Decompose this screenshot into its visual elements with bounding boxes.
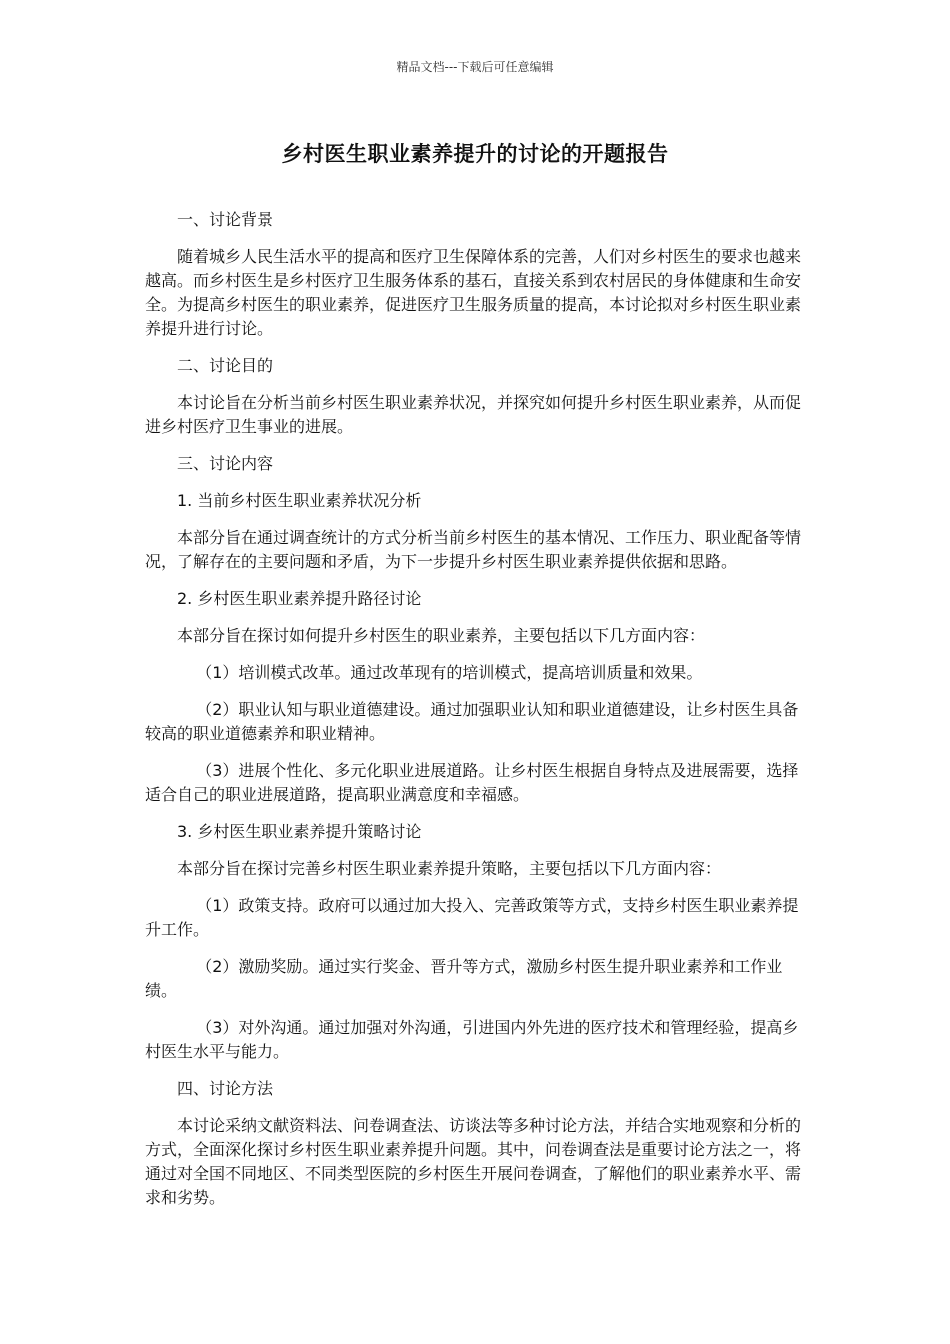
subheading-improvement-paths: 2. 乡村医生职业素养提升路径讨论 bbox=[177, 589, 422, 608]
list-item-career-paths: （3）进展个性化、多元化职业进展道路。让乡村医生根据自身特点及进展需要，选择适合自己的职业进展道路，提高职业满意度和幸福感。 bbox=[145, 761, 799, 804]
paragraph-methods: 本讨论采纳文献资料法、问卷调查法、访谈法等多种讨论方法，并结合实地观察和分析的方式，全面深化探讨乡村医生职业素养提升问题。其中，问卷调查法是重要讨论方法之一，将通过对全国不同地区、不同类型医院的乡村医生开展问卷调查，了解他们的职业素养水平、需求和劣势。 bbox=[145, 1116, 802, 1207]
paragraph-improvement-paths: 本部分旨在探讨如何提升乡村医生的职业素养，主要包括以下几方面内容： bbox=[177, 626, 706, 645]
list-item-incentives: （2）激励奖励。通过实行奖金、晋升等方式，激励乡村医生提升职业素养和工作业绩。 bbox=[145, 957, 783, 1000]
document-title: 乡村医生职业素养提升的讨论的开题报告 bbox=[281, 142, 669, 166]
paragraph-improvement-strategies: 本部分旨在探讨完善乡村医生职业素养提升策略，主要包括以下几方面内容： bbox=[177, 859, 722, 878]
header-note: 精品文档---下载后可任意编辑 bbox=[396, 60, 554, 74]
section-heading-methods: 四、讨论方法 bbox=[177, 1079, 274, 1098]
list-item-training-reform: （1）培训模式改革。通过改革现有的培训模式，提高培训质量和效果。 bbox=[196, 663, 703, 682]
subheading-status-analysis: 1. 当前乡村医生职业素养状况分析 bbox=[177, 491, 422, 510]
section-heading-content: 三、讨论内容 bbox=[177, 454, 274, 473]
paragraph-purpose: 本讨论旨在分析当前乡村医生职业素养状况，并探究如何提升乡村医生职业素养，从而促进乡村医疗卫生事业的进展。 bbox=[145, 393, 802, 436]
list-item-professional-ethics: （2）职业认知与职业道德建设。通过加强职业认知和职业道德建设，让乡村医生具备较高的职业道德素养和职业精神。 bbox=[145, 700, 799, 743]
section-heading-background: 一、讨论背景 bbox=[177, 210, 274, 229]
document-body bbox=[145, 208, 813, 1223]
subheading-improvement-strategies: 3. 乡村医生职业素养提升策略讨论 bbox=[177, 822, 422, 841]
list-item-external-communication: （3）对外沟通。通过加强对外沟通，引进国内外先进的医疗技术和管理经验，提高乡村医生水平与能力。 bbox=[145, 1018, 799, 1061]
paragraph-status-analysis: 本部分旨在通过调查统计的方式分析当前乡村医生的基本情况、工作压力、职业配备等情况，了解存在的主要问题和矛盾，为下一步提升乡村医生职业素养提供依据和思路。 bbox=[145, 528, 802, 571]
list-item-policy-support: （1）政策支持。政府可以通过加大投入、完善政策等方式，支持乡村医生职业素养提升工作。 bbox=[145, 896, 799, 939]
paragraph-background: 随着城乡人民生活水平的提高和医疗卫生保障体系的完善，人们对乡村医生的要求也越来越高。而乡村医生是乡村医疗卫生服务体系的基石，直接关系到农村居民的身体健康和生命安全。为提高乡村医生的职业素养，促进医疗卫生服务质量的提高，本讨论拟对乡村医生职业素养提升进行讨论。 bbox=[145, 247, 802, 338]
section-heading-purpose: 二、讨论目的 bbox=[177, 356, 274, 375]
